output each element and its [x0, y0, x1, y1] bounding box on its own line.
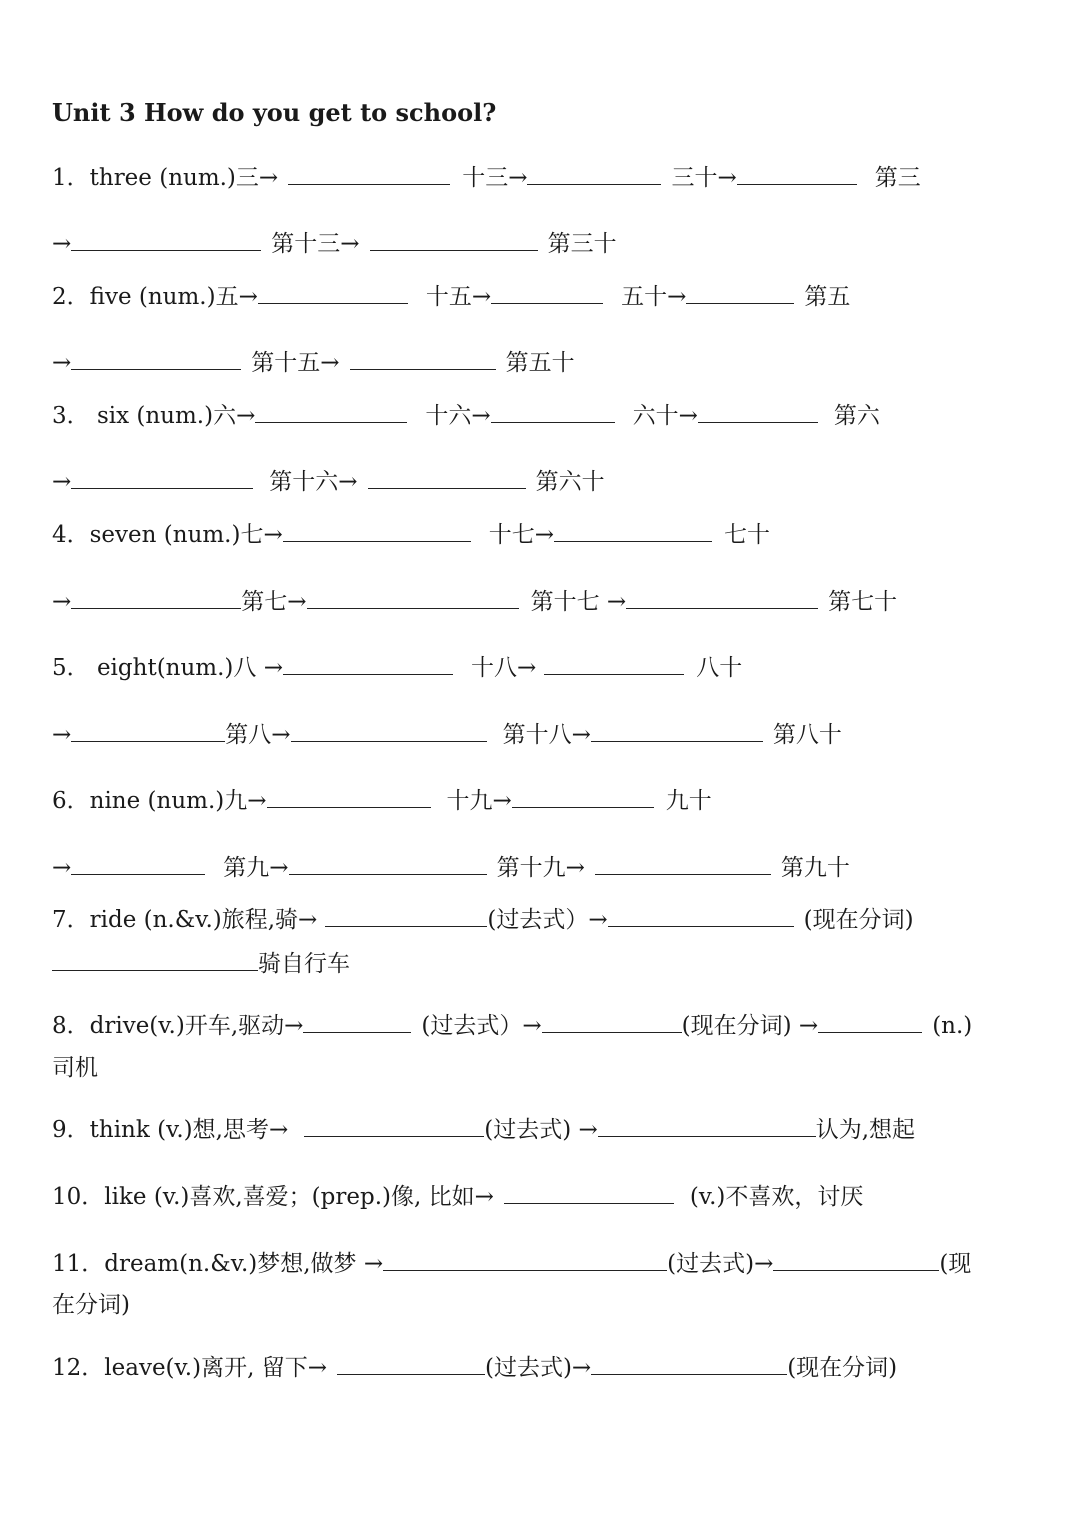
answer-blank[interactable]: [527, 162, 661, 185]
item-7-line-1: [52, 904, 914, 936]
item-6-cue-6: 第九十: [780, 855, 850, 881]
item-4-cue-4: 第七→: [241, 589, 307, 615]
item-11-line-1: [52, 1248, 971, 1280]
item-6-cue-4: 第九→: [223, 855, 289, 881]
item-9-cue-3: 认为,想起: [815, 1117, 916, 1143]
item-11-prompt: 11．dream(n.&v.)梦想,做梦 →: [52, 1251, 384, 1277]
answer-blank[interactable]: [307, 586, 519, 609]
item-8-cue-3: (现在分词) →: [681, 1013, 819, 1039]
item-3-cue-2: 十六→: [425, 403, 491, 429]
item-1-cue-3: 三十→: [671, 165, 737, 191]
answer-blank[interactable]: [595, 852, 771, 875]
item-11-cue-4: 在分词): [52, 1292, 130, 1318]
answer-blank[interactable]: [370, 228, 538, 251]
item-3-cue-6: 第六十: [535, 469, 605, 495]
answer-blank[interactable]: [283, 652, 453, 675]
answer-blank[interactable]: [283, 519, 471, 542]
answer-blank[interactable]: [52, 948, 258, 971]
arrow-label: →: [52, 469, 72, 495]
answer-blank[interactable]: [542, 1010, 682, 1033]
answer-blank[interactable]: [818, 1010, 922, 1033]
answer-blank[interactable]: [544, 652, 684, 675]
answer-blank[interactable]: [626, 586, 818, 609]
answer-blank[interactable]: [383, 1248, 667, 1271]
item-3-cue-3: 六十→: [632, 403, 698, 429]
item-5-prompt: 5． eight(num.)八 →: [52, 655, 283, 681]
answer-blank[interactable]: [491, 281, 603, 304]
item-12-cue-2: (过去式)→: [484, 1355, 592, 1381]
item-4-line-2: [52, 586, 897, 618]
item-1-cue-5: 第十三→: [271, 231, 360, 257]
item-8-cue-5: 司机: [52, 1055, 98, 1081]
item-3-cue-5: 第十六→: [269, 469, 358, 495]
answer-blank[interactable]: [304, 1114, 484, 1137]
item-12-line-1: [52, 1352, 897, 1384]
answer-blank[interactable]: [325, 904, 487, 927]
item-2-line-2: [52, 347, 575, 379]
item-1-prompt: 1．three (num.)三→: [52, 165, 279, 191]
item-11-cue-2: (过去式)→: [667, 1251, 774, 1277]
answer-blank[interactable]: [608, 904, 794, 927]
item-5-cue-4: 第八→: [225, 722, 291, 748]
answer-blank[interactable]: [267, 785, 431, 808]
answer-blank[interactable]: [591, 719, 763, 742]
answer-blank[interactable]: [291, 719, 487, 742]
item-6-cue-2: 十九→: [446, 788, 512, 814]
item-5-cue-6: 第八十: [772, 722, 842, 748]
arrow-label: →: [52, 855, 72, 881]
item-7-cue-2: (过去式）→: [487, 907, 608, 933]
item-8-cue-4: (n.): [932, 1013, 973, 1039]
answer-blank[interactable]: [337, 1352, 485, 1375]
page-title: Unit 3 How do you get to school?: [52, 98, 497, 127]
answer-blank[interactable]: [303, 1010, 411, 1033]
item-7-line-2: [52, 948, 350, 980]
item-1-line-1: [52, 162, 921, 194]
answer-blank[interactable]: [773, 1248, 939, 1271]
item-4-cue-2: 十七→: [488, 522, 555, 548]
answer-blank[interactable]: [71, 719, 225, 742]
answer-blank[interactable]: [598, 1114, 816, 1137]
item-5-line-1: [52, 652, 742, 684]
item-4-cue-3: 七十: [724, 522, 771, 548]
item-4-cue-6: 第七十: [828, 589, 898, 615]
answer-blank[interactable]: [512, 785, 654, 808]
item-10-prompt: 10．like (v.)喜欢,喜爱；(prep.)像, 比如→: [52, 1184, 494, 1210]
answer-blank[interactable]: [591, 1352, 787, 1375]
answer-blank[interactable]: [258, 281, 408, 304]
item-6-cue-3: 九十: [665, 788, 712, 814]
answer-blank[interactable]: [71, 586, 241, 609]
item-1-cue-4: 第三: [874, 165, 921, 191]
answer-blank[interactable]: [288, 162, 450, 185]
answer-blank[interactable]: [737, 162, 857, 185]
item-3-line-1: [52, 400, 880, 432]
item-8-prompt: 8．drive(v.)开车,驱动→: [52, 1013, 304, 1039]
item-10-cue-2: (v.)不喜欢，讨厌: [689, 1184, 864, 1210]
item-5-cue-3: 八十: [696, 655, 743, 681]
item-11-line-2: [52, 1289, 130, 1321]
item-3-cue-4: 第六: [833, 403, 880, 429]
item-9-cue-2: (过去式) →: [484, 1117, 598, 1143]
answer-blank[interactable]: [255, 400, 407, 423]
item-6-line-2: [52, 852, 850, 884]
item-3-prompt: 3． six (num.)六→: [52, 403, 256, 429]
item-8-line-1: [52, 1010, 972, 1042]
answer-blank[interactable]: [686, 281, 794, 304]
item-10-line-1: [52, 1181, 863, 1213]
answer-blank[interactable]: [71, 466, 253, 489]
answer-blank[interactable]: [491, 400, 615, 423]
item-8-cue-2: (过去式）→: [421, 1013, 542, 1039]
item-8-line-2: [52, 1052, 98, 1084]
item-2-cue-2: 十五→: [425, 284, 492, 310]
item-4-prompt: 4．seven (num.)七→: [52, 522, 283, 548]
item-2-cue-3: 五十→: [621, 284, 687, 310]
item-2-cue-4: 第五: [804, 284, 851, 310]
answer-blank[interactable]: [71, 852, 205, 875]
item-6-prompt: 6．nine (num.)九→: [52, 788, 267, 814]
item-2-cue-6: 第五十: [505, 350, 575, 376]
item-1-cue-2: 十三→: [462, 165, 528, 191]
item-2-cue-5: 第十五→: [251, 350, 340, 376]
item-1-line-2: [52, 228, 617, 260]
item-5-cue-5: 第十八→: [502, 722, 591, 748]
item-7-cue-3: (现在分词): [803, 907, 914, 933]
item-12-cue-3: (现在分词): [787, 1355, 898, 1381]
item-6-cue-5: 第十九→: [496, 855, 585, 881]
item-5-line-2: [52, 719, 842, 751]
answer-blank[interactable]: [554, 519, 712, 542]
answer-blank[interactable]: [698, 400, 818, 423]
arrow-label: →: [52, 589, 72, 615]
item-2-prompt: 2．five (num.)五→: [52, 284, 258, 310]
item-7-cue-4: 骑自行车: [258, 951, 350, 977]
item-7-prompt: 7．ride (n.&v.)旅程,骑→: [52, 907, 318, 933]
item-5-cue-2: 十八→: [470, 655, 537, 681]
item-1-cue-6: 第三十: [547, 231, 617, 257]
answer-blank[interactable]: [71, 347, 241, 370]
item-9-line-1: [52, 1114, 915, 1146]
answer-blank[interactable]: [368, 466, 526, 489]
item-3-line-2: [52, 466, 605, 498]
item-4-cue-5: 第十七 →: [530, 589, 627, 615]
item-12-prompt: 12．leave(v.)离开, 留下→: [52, 1355, 327, 1381]
arrow-label: →: [52, 231, 72, 257]
item-4-line-1: [52, 519, 770, 551]
arrow-label: →: [52, 722, 72, 748]
arrow-label: →: [52, 350, 72, 376]
answer-blank[interactable]: [71, 228, 261, 251]
answer-blank[interactable]: [289, 852, 487, 875]
item-9-prompt: 9．think (v.)想,思考→: [52, 1117, 289, 1143]
answer-blank[interactable]: [350, 347, 496, 370]
item-2-line-1: [52, 281, 850, 313]
answer-blank[interactable]: [504, 1181, 674, 1204]
item-6-line-1: [52, 785, 712, 817]
item-11-cue-3: (现: [939, 1251, 972, 1277]
